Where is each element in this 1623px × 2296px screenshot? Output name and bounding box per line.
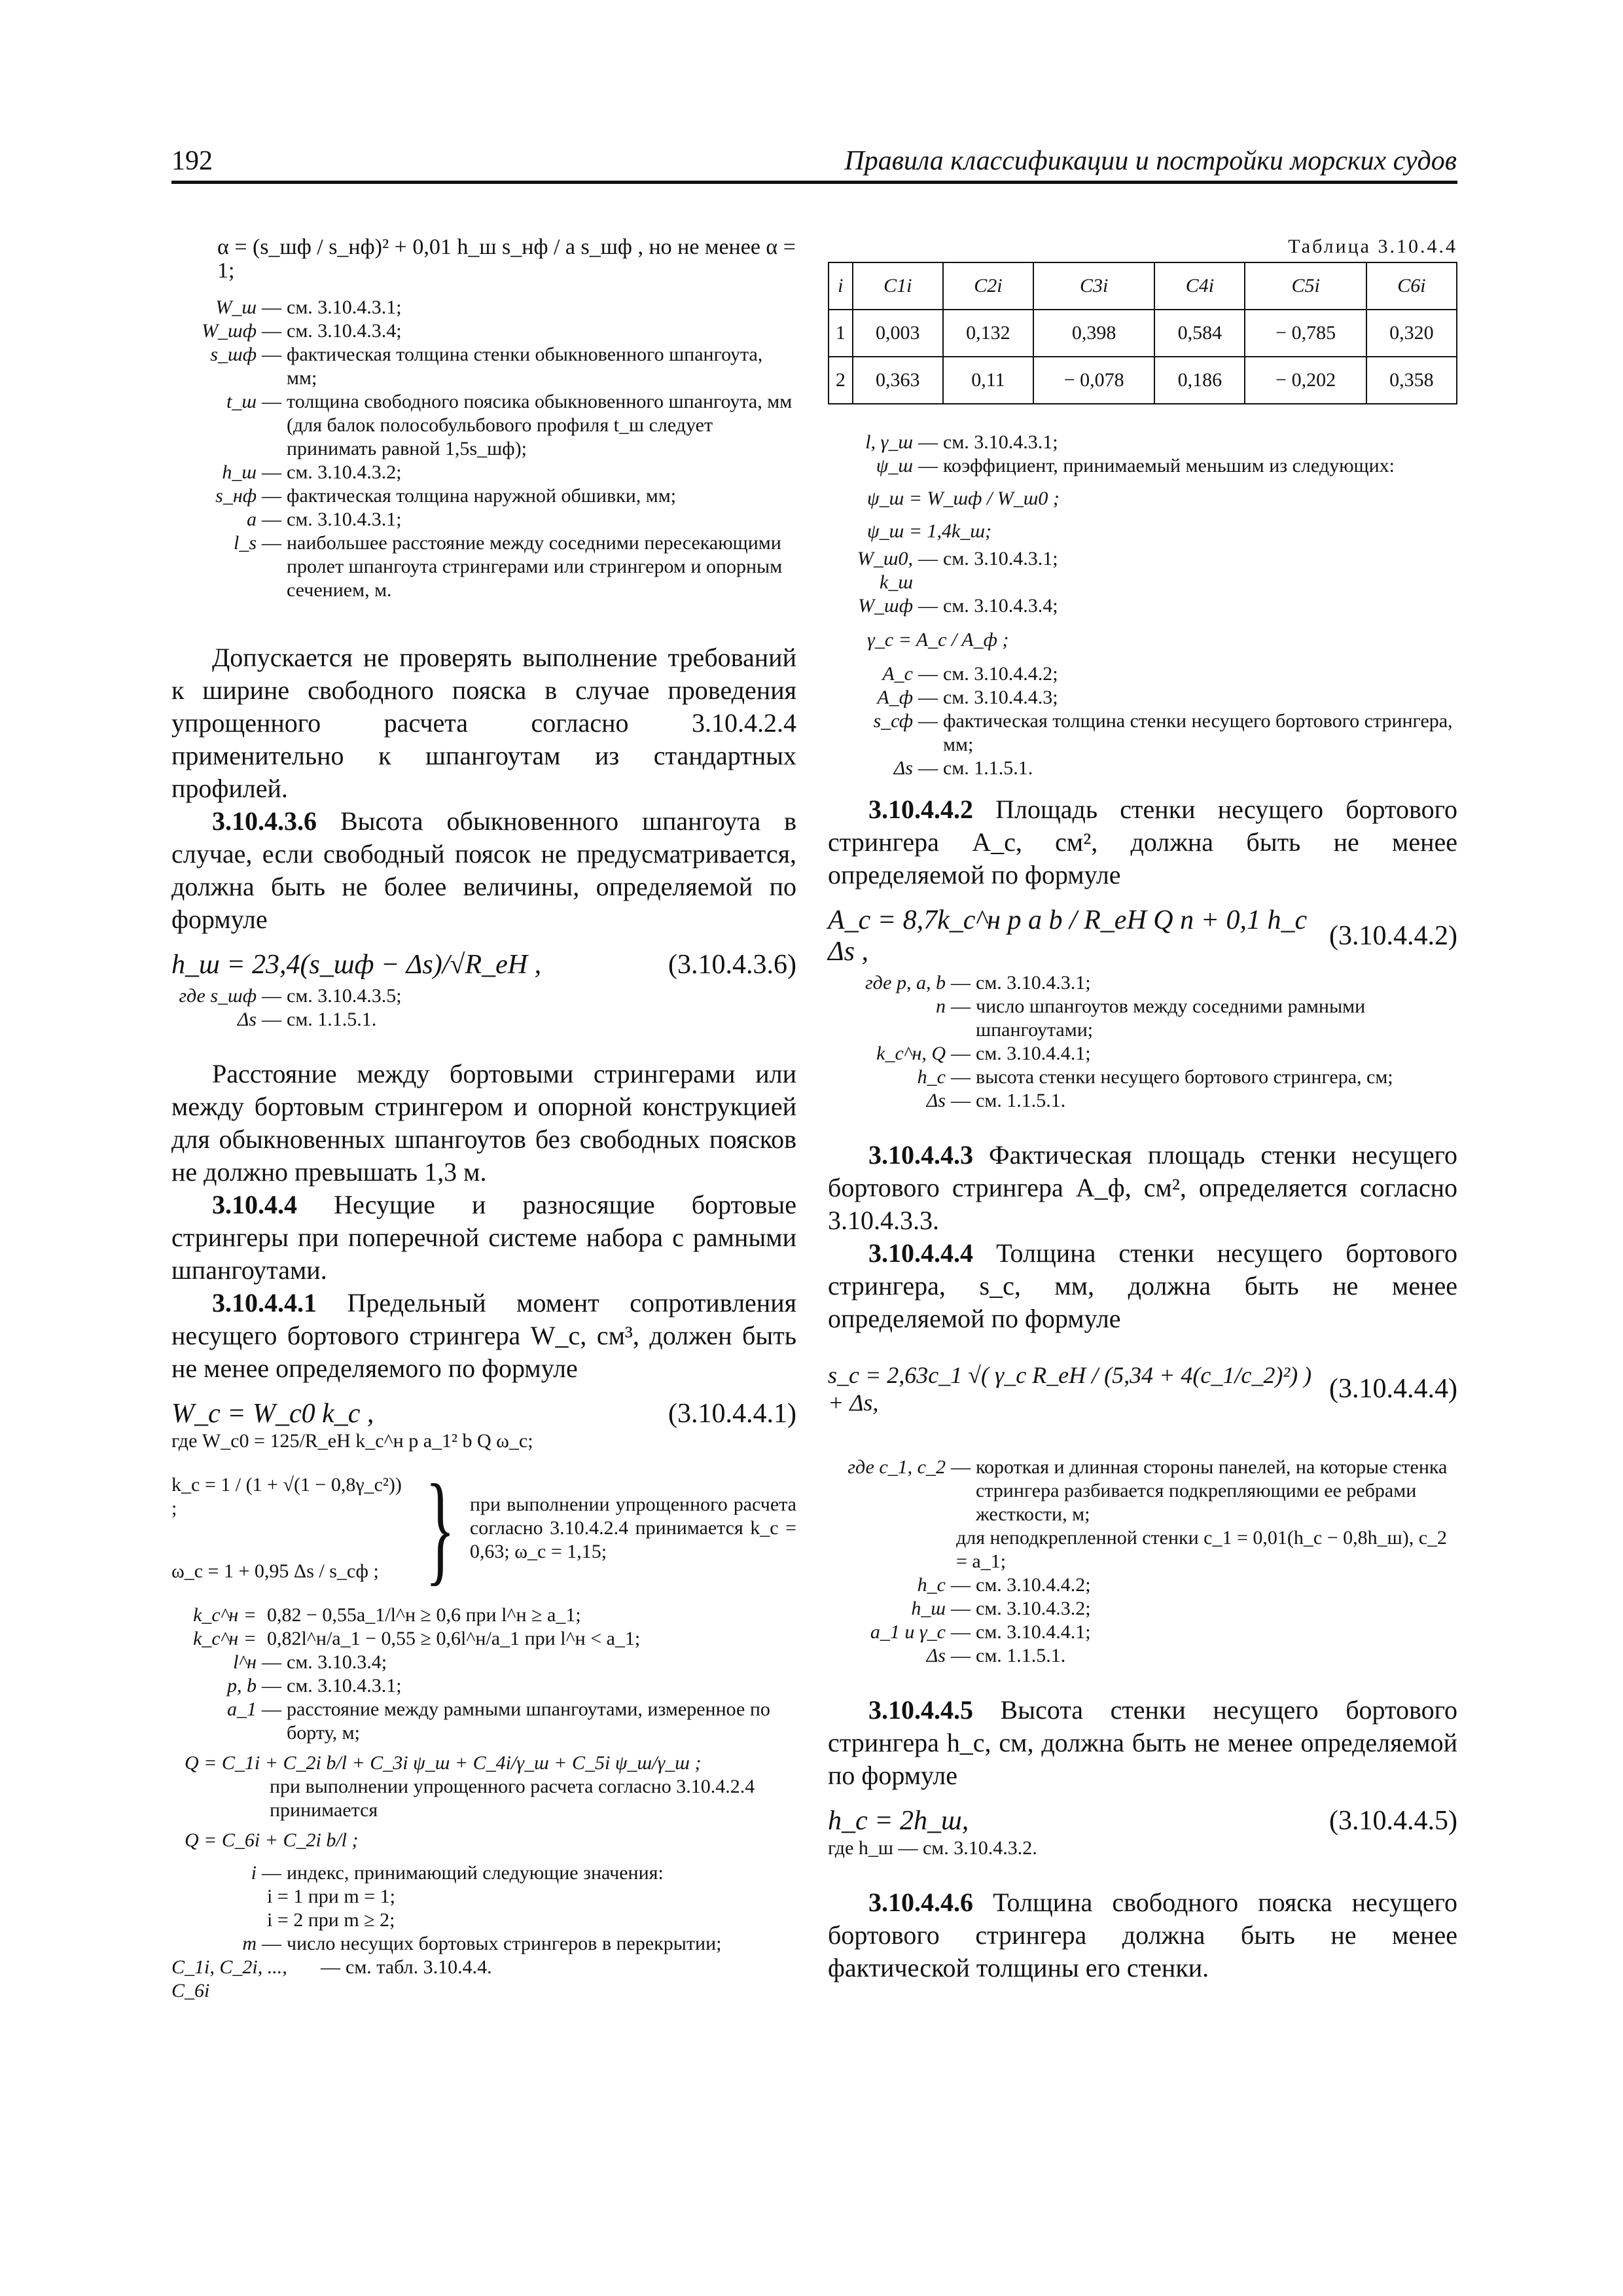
definition-row: s_сф — фактическая толщина стенки несущего бортового стрингера, мм; — [873, 710, 1453, 755]
definition-row: n — число шпангоутов между соседними рамными шпангоутами; — [936, 996, 1366, 1041]
definition-row: Δs — см. 1.1.5.1. — [237, 1009, 377, 1030]
q-formula: Q = C_1i + C_2i b/l + C_3i ψ_ш + C_4i/γ_ш + C_5i ψ_ш/γ_ш ; — [185, 1752, 702, 1774]
definition-row: W_ш0, k_ш — см. 3.10.4.3.1; — [857, 548, 1058, 593]
brace: } — [425, 1460, 455, 1597]
body-text — [828, 1694, 1457, 1792]
right-column — [828, 236, 1457, 1984]
paragraph: 3.10.4.4.6 Толщина свободного пояска несущего бортового стрингера должна быть не менее фактической толщины его стенки. — [828, 1888, 1457, 1982]
definition-row: l, γ_ш — см. 3.10.4.3.1; — [865, 431, 1058, 453]
body-text — [828, 1886, 1457, 1984]
running-title: Правила классификации и постройки морских судов — [844, 146, 1457, 176]
definition-row: k_c^н = 0,82 − 0,55a_1/l^н ≥ 0,6 при l^н ≥ a_1; — [193, 1604, 581, 1626]
body-text — [828, 1139, 1457, 1335]
definition-row: h_ш — см. 3.10.4.3.2; — [222, 461, 402, 483]
header-rule — [171, 181, 1457, 184]
paragraph: 3.10.4.4.4 Толщина стенки несущего бортового стрингера, s_c, мм, должна быть не менее определяемой по формуле — [828, 1238, 1458, 1333]
definition-row: a_1 и γ_c — см. 3.10.4.4.1; — [870, 1621, 1091, 1643]
paragraph: 3.10.4.4.2 Площадь стенки несущего бортового стрингера A_c, см², должна быть не менее определяемой по формуле — [828, 795, 1457, 889]
definition-row: a — см. 3.10.4.3.1; — [247, 509, 402, 530]
definition-row: p, b — см. 3.10.4.3.1; — [227, 1675, 402, 1696]
definition-row: где c_1, c_2 — короткая и длинная стороны панелей, на которые стенка стрингера разбивается подкрепляющими ее ребрами жесткости, м; — [847, 1456, 1448, 1525]
formula-3-10-4-4-2: A_c = 8,7k_c^н p a b / R_eH Q n + 0,1 h_c Δs , (3.10.4.4.2) — [828, 905, 1457, 967]
definition-row: i — индекс, принимающий следующие значения: — [251, 1862, 664, 1884]
definition-row: t_ш — толщина свободного поясика обыкновенного шпангоута, мм (для балок полособульбового профиля t_ш следует принимать равной 1,5s_шф); — [226, 391, 793, 459]
kc-formula: k_c = 1 / (1 + √(1 − 0,8γ_c²)) ; — [171, 1474, 402, 1519]
definition-row: h_c — см. 3.10.4.4.2; — [917, 1574, 1091, 1596]
definition-row: Δs — см. 1.1.5.1. — [926, 1645, 1066, 1666]
definition-row: где p, a, b — см. 3.10.4.3.1; — [865, 972, 1091, 994]
table-header-row: i C1i C2i C3i C4i C5i C6i — [829, 262, 1457, 310]
definition-row: A_ф — см. 3.10.4.4.3; — [877, 687, 1058, 708]
definition-row: h_ш — см. 3.10.4.3.2; — [911, 1598, 1091, 1619]
definition-row: k_c^н, Q — см. 3.10.4.4.1; — [876, 1043, 1091, 1064]
definition-row: C_1i, C_2i, ..., C_6i — см. табл. 3.10.4.4. — [171, 1956, 492, 2001]
formula-3-10-4-3-6: h_ш = 23,4(s_шф − Δs)/√R_eH , (3.10.4.3.6) — [171, 950, 796, 980]
body-text — [171, 1058, 796, 1385]
paragraph: 3.10.4.4.1 Предельный момент сопротивления несущего бортового стрингера W_c, см³, должен быть не менее определяемого по формуле — [171, 1288, 797, 1383]
paragraph: 3.10.4.4 Несущие и разносящие бортовые стрингеры при поперечной системе набора с рамными шпангоутами. — [171, 1190, 797, 1285]
definition-row: m — число несущих бортовых стрингеров в перекрытии; — [242, 1933, 722, 1954]
alpha-formula: α = (s_шф / s_нф)² + 0,01 h_ш s_нф / a s_шф , но не менее α = 1; — [217, 235, 796, 283]
wc0-formula: где W_c0 = 125/R_eH k_c^н p a_1² b Q ω_c; — [171, 1430, 533, 1452]
where-note: где h_ш — см. 3.10.4.3.2. — [828, 1837, 1037, 1859]
brace-note: при выполнении упрощенного расчета согласно 3.10.4.2.4 принимается k_c = 0,63; ω_c = 1,15; — [469, 1494, 796, 1562]
definition-row: W_шф — см. 3.10.4.3.4; — [858, 595, 1058, 617]
definition-row: для неподкрепленной стенки c_1 = 0,01(h_c − 0,8h_ш), c_2 = a_1; — [956, 1527, 1448, 1572]
table-caption: Таблица 3.10.4.4 — [1288, 236, 1457, 257]
paragraph: 3.10.4.3.6 Высота обыкновенного шпангоута в случае, если свободный поясок не предусматривается, должна быть не более величины, определяемой по формуле — [171, 806, 796, 934]
definition-row: a_1 — расстояние между рамными шпангоутами, измеренное по борту, м; — [227, 1698, 770, 1744]
paragraph: 3.10.4.4.5 Высота стенки несущего бортового стрингера h_c, см, должна быть не менее определяемой по формуле — [828, 1695, 1457, 1790]
definition-row: Δs — см. 1.1.5.1. — [926, 1090, 1066, 1111]
definition-row: k_c^н = 0,82l^н/a_1 − 0,55 ≥ 0,6l^н/a_1 при l^н < a_1; — [193, 1628, 641, 1649]
psi-formula-2: ψ_ш = 1,4k_ш; — [867, 520, 991, 542]
definition-row: i = 1 при m = 1; — [267, 1886, 395, 1907]
definition-row: ψ_ш — коэффициент, принимаемый меньшим из следующих: — [876, 455, 1395, 476]
definition-row: h_c — высота стенки несущего бортового стрингера, см; — [917, 1066, 1393, 1088]
gamma-formula: γ_c = A_c / A_ф ; — [867, 629, 1009, 651]
formula-3-10-4-4-4: s_c = 2,63c_1 √( γ_c R_eH / (5,34 + 4(c_1/c_2)²) ) + Δs, (3.10.4.4.4) — [828, 1362, 1457, 1416]
omega-formula: ω_c = 1 + 0,95 Δs / s_сф ; — [171, 1560, 379, 1582]
definition-row: Δs — см. 1.1.5.1. — [893, 757, 1033, 779]
definition-row: l^н — см. 3.10.3.4; — [233, 1651, 387, 1673]
definition-row: l_s — наибольшее расстояние между соседними пересекающими пролет шпангоута стрингерами или стрингером и опорным сечением, м. — [233, 532, 783, 601]
definition-row: s_нф — фактическая толщина наружной обшивки, мм; — [215, 485, 677, 507]
definition-row: i = 2 при m ≥ 2; — [267, 1909, 395, 1931]
coefficients-table — [828, 262, 1457, 404]
definition-row: W_ш — см. 3.10.4.3.1; — [215, 296, 402, 318]
page-number: 192 — [171, 146, 213, 176]
paragraph: Допускается не проверять выполнение требований к ширине свободного пояска в случае проведения упрощенного расчета согласно 3.10.4.2.4 применительно к шпангоутам из стандартных профилей. — [171, 643, 796, 803]
definition-row: A_c — см. 3.10.4.4.2; — [882, 663, 1058, 685]
paragraph: Расстояние между бортовыми стрингерами или между бортовым стрингером и опорной конструкцией для обыкновенных шпангоутов без свободных поясков не должно превышать 1,3 м. — [171, 1059, 796, 1187]
body-text — [171, 641, 796, 936]
definition-row: W_шф — см. 3.10.4.3.4; — [202, 320, 402, 342]
left-column — [171, 236, 796, 2003]
body-text — [828, 793, 1457, 891]
kc-omega-block — [171, 1460, 796, 1597]
q-note: при выполнении упрощенного расчета согласно 3.10.4.2.4 принимается — [270, 1776, 755, 1821]
table-row: 2 0,363 0,11 − 0,078 0,186 − 0,202 0,358 — [829, 357, 1457, 404]
q-simplified-formula: Q = C_6i + C_2i b/l ; — [185, 1829, 359, 1851]
alpha-definitions — [171, 296, 796, 602]
psi-formula-1: ψ_ш = W_шф / W_ш0 ; — [867, 488, 1060, 509]
table-row: 1 0,003 0,132 0,398 0,584 − 0,785 0,320 — [829, 310, 1457, 357]
formula-3-10-4-4-5: h_c = 2h_ш, (3.10.4.4.5) — [828, 1806, 1457, 1836]
definition-row: s_шф — фактическая толщина стенки обыкновенного шпангоута, мм; — [210, 344, 763, 389]
paragraph: 3.10.4.4.3 Фактическая площадь стенки несущего бортового стрингера A_ф, см², определяется согласно 3.10.4.3.3. — [828, 1140, 1457, 1235]
formula-3-10-4-4-1: W_c = W_c0 k_c , (3.10.4.4.1) — [171, 1399, 796, 1429]
definition-row: где s_шф — см. 3.10.4.3.5; — [179, 985, 402, 1007]
